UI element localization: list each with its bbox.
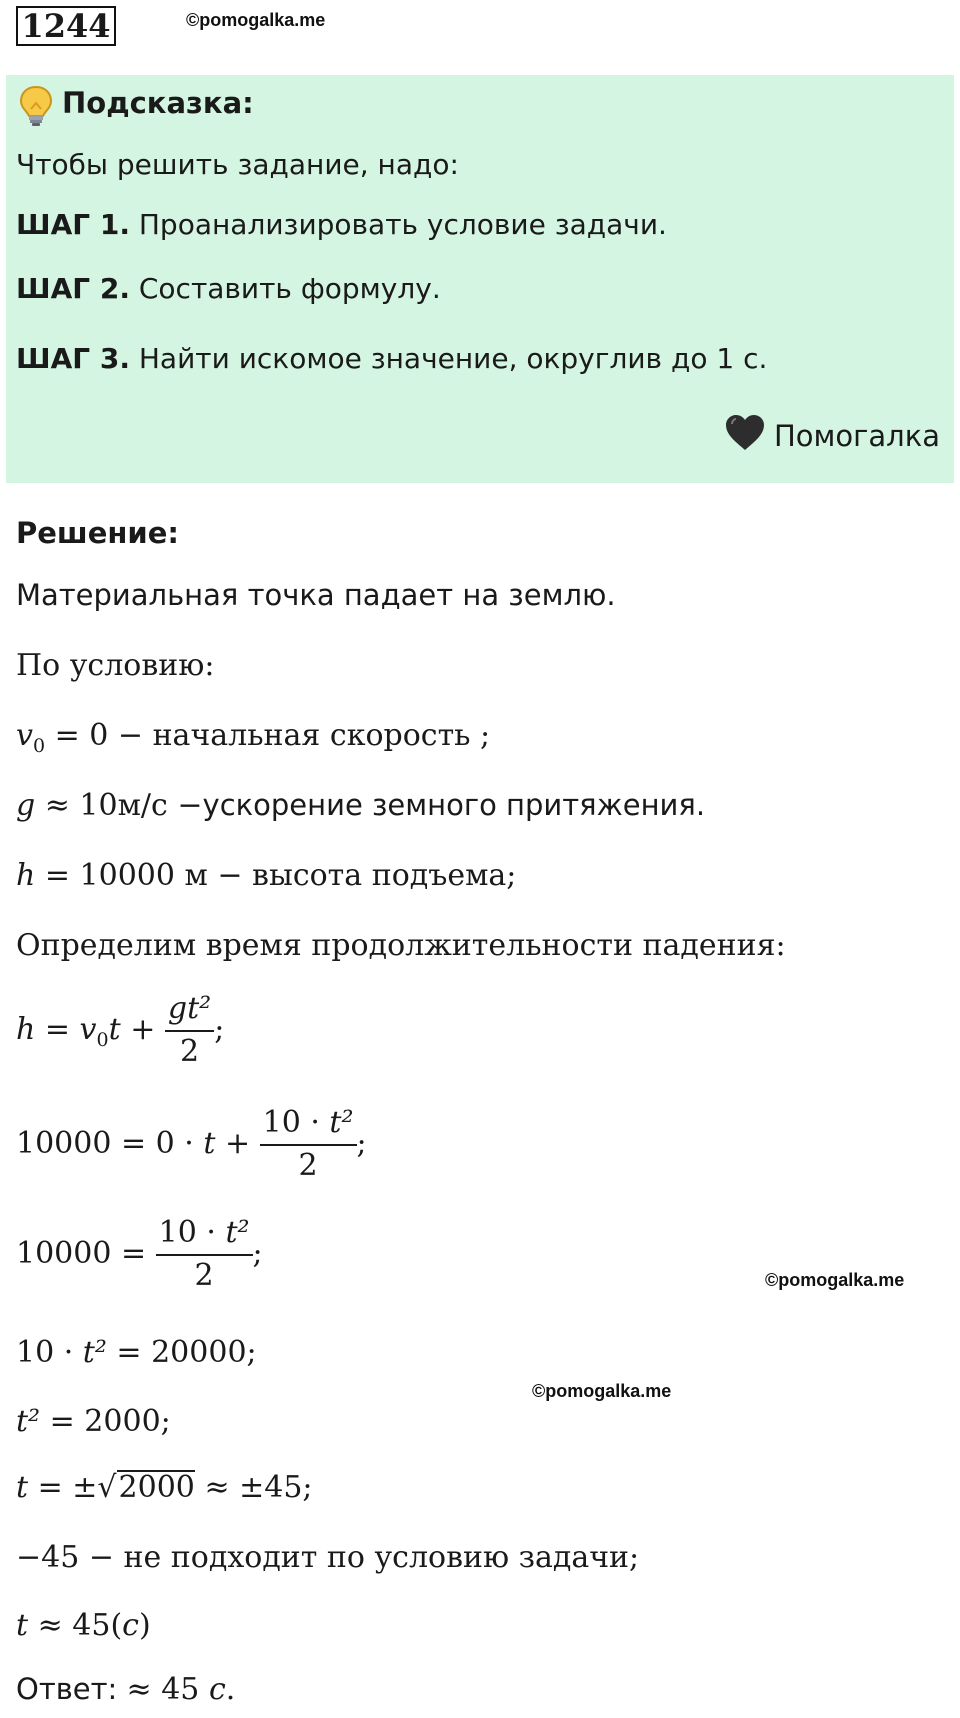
given-h: h = 10000 м − высота подъема; [16, 858, 517, 893]
brand [724, 414, 940, 459]
heart-icon [724, 414, 766, 459]
step-4-line: t² = 2000; [16, 1404, 171, 1439]
step-text: Составить формулу. [138, 272, 441, 305]
answer-line: Ответ: ≈ 45 с. [16, 1672, 236, 1707]
determine-line: Определим время продолжительности падения: [16, 928, 786, 963]
hint-step-3 [16, 342, 767, 375]
step-text: Проанализировать условие задачи. [138, 208, 667, 241]
given-g: g ≈ 10м/с −ускорение земного притяжения. [16, 788, 706, 823]
solution-intro: Материальная точка падает на землю. [16, 578, 616, 612]
step-7-line: t ≈ 45(с) [16, 1608, 151, 1643]
watermark-lower: ©pomogalka.me [532, 1381, 672, 1401]
solution-title: Решение: [16, 516, 180, 550]
step-label: ШАГ 1. [16, 208, 130, 241]
step-2-fraction: $\frac{\text{10 · t²}}{2}$ [156, 1214, 253, 1296]
task-number: 1244 [16, 6, 116, 46]
formula-line: $h = v_0t$ + $\frac{\text{gt²}}{2}$ ; [16, 990, 224, 1072]
step-2-line: 10000 = $\frac{\text{10 · t²}}{2}$ ; [16, 1214, 263, 1296]
step-label: ШАГ 3. [16, 342, 130, 375]
step-5-line: t = ±√2000 ≈ ±45; [16, 1470, 313, 1505]
lightbulb-icon [16, 84, 56, 132]
step-1-fraction: $\frac{\text{10 · t²}}{2}$ [260, 1104, 357, 1186]
hint-step-1 [16, 208, 667, 241]
given-v0: $v_0 = 0$ − начальная скорость ; [16, 718, 491, 757]
brand-name: Помогалка [774, 419, 940, 453]
watermark-mid: ©pomogalka.me [765, 1270, 905, 1290]
step-text: Найти искомое значение, округлив до 1 с. [138, 342, 768, 375]
given-title: По условию: [16, 648, 215, 683]
step-6-line: −45 − не подходит по условию задачи; [16, 1540, 640, 1575]
formula-fraction: $\frac{\text{gt²}}{2}$ [165, 990, 214, 1072]
step-1-line: 10000 = 0 · t + $\frac{\text{10 · t²}}{2}$ ; [16, 1104, 367, 1186]
step-label: ШАГ 2. [16, 272, 130, 305]
hint-step-2 [16, 272, 441, 305]
watermark-top: ©pomogalka.me [186, 10, 326, 30]
sqrt-radicand: 2000 [118, 1470, 195, 1505]
hint-intro: Чтобы решить задание, надо: [16, 148, 459, 181]
hint-title: Подсказка: [62, 86, 254, 120]
step-3-line: 10 · t² = 20000; [16, 1335, 257, 1370]
